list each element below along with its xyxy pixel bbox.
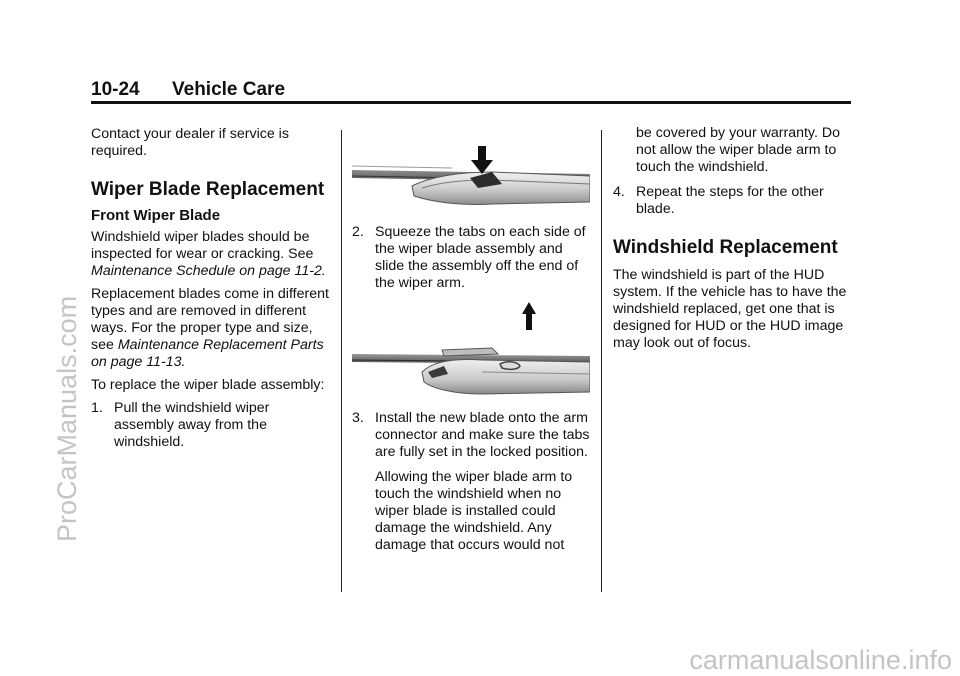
step-2-number: 2. (352, 224, 364, 240)
step-3 (352, 410, 592, 461)
page-number: 10-24 (91, 79, 140, 100)
section-heading-wiper: Wiper Blade Replacement (91, 179, 325, 200)
step-3-text: Install the new blade onto the arm connector and make sure the tabs are fully set in the locked position. (375, 410, 590, 460)
subheading-front-wiper: Front Wiper Blade (91, 207, 221, 224)
column-1 (91, 126, 331, 451)
step-1-number: 1. (91, 400, 103, 416)
paragraph-hud: The windshield is part of the HUD system. If the vehicle has to have the windshield replaced, get one that is designed for HUD or the HUD image may look out of focus. (613, 267, 847, 351)
wiper-figure-2 (352, 300, 590, 400)
step-1 (91, 400, 331, 451)
paragraph-replacement-text: Replacement blades come in different types and are removed in different ways. For the proper type and size, see (91, 286, 329, 353)
link-replacement-parts[interactable]: Maintenance Replacement Parts on page 11-13. (91, 337, 324, 370)
step-4 (613, 184, 853, 218)
paragraph-to-replace: To replace the wiper blade assembly: (91, 377, 325, 393)
step-1-text: Pull the windshield wiper assembly away from the windshield. (114, 400, 270, 450)
paragraph-inspect (91, 229, 331, 280)
intro-text: Contact your dealer if service is required. (91, 126, 289, 159)
step-2 (352, 224, 592, 292)
header-rule (91, 101, 851, 104)
column-divider-1 (341, 130, 342, 592)
section-heading-windshield: Windshield Replacement (613, 237, 838, 258)
paragraph-replacement (91, 286, 331, 371)
link-maintenance-schedule[interactable]: Maintenance Schedule on page 11-2. (91, 263, 326, 279)
watermark-side: ProCarManuals.com (52, 295, 82, 542)
column-divider-2 (601, 130, 602, 592)
step-3-number: 3. (352, 410, 364, 426)
caution-note: Allowing the wiper blade arm to touch the windshield when no wiper blade is installed could damage the windshield. Any damage that occurs would not (375, 469, 573, 553)
step-2-text: Squeeze the tabs on each side of the wiper blade assembly and slide the assembly off the end of the wiper arm. (375, 224, 586, 291)
paragraph-inspect-text: Windshield wiper blades should be inspected for wear or cracking. See (91, 229, 314, 262)
caution-note-continued: be covered by your warranty. Do not allow the wiper blade arm to touch the windshield. (636, 125, 840, 175)
step-4-text: Repeat the steps for the other blade. (636, 184, 824, 217)
step-4-number: 4. (613, 184, 625, 200)
wiper-figure-1 (352, 126, 590, 218)
section-title: Vehicle Care (172, 79, 286, 100)
column-2 (352, 126, 592, 554)
watermark-bottom: carmanualsonline.info (689, 645, 952, 675)
column-3 (613, 126, 853, 352)
